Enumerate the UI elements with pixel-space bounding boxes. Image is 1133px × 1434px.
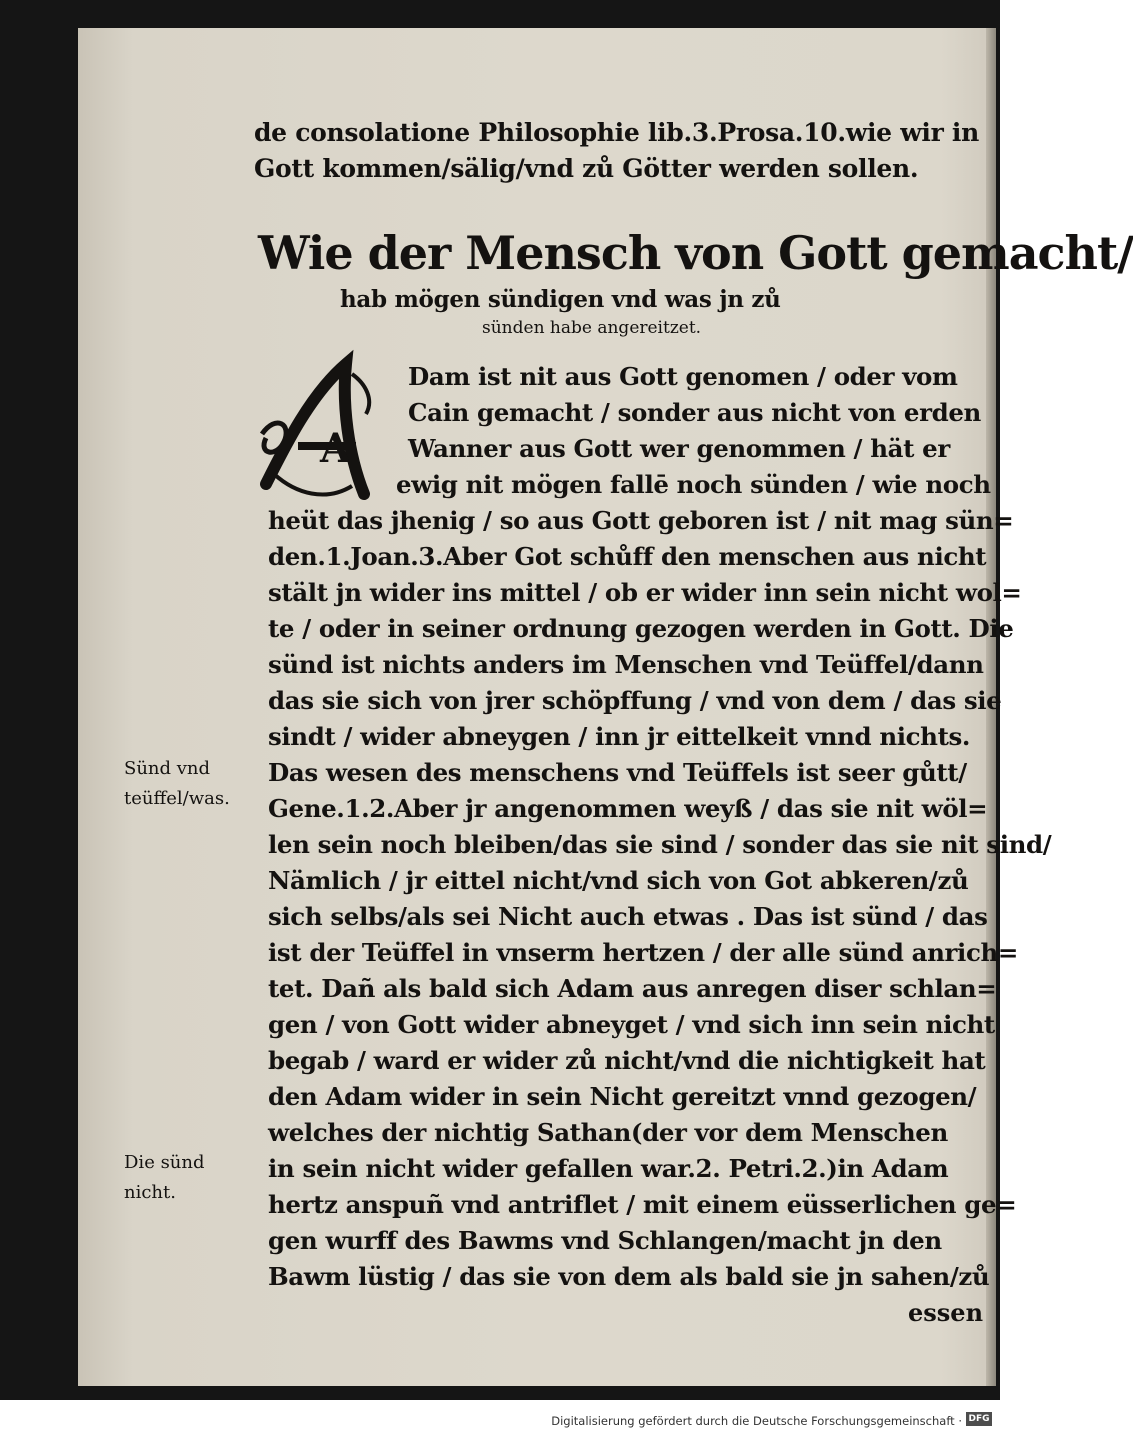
body-line: sünd ist nichts anders im Menschen vnd Teüffel/dann [268, 650, 984, 679]
marginal-note [124, 754, 230, 814]
marginal-note-line: nicht. [124, 1182, 176, 1203]
body-line: das sie sich von jrer schöpffung / vnd von dem / das sie [268, 686, 1002, 715]
intro-line: de consolatione Philosophie lib.3.Prosa.10.wie wir in [254, 118, 979, 147]
body-line: te / oder in seiner ordnung gezogen werden in Gott. Die [268, 614, 1014, 643]
body-line: Cain gemacht / sonder aus nicht von erden [408, 398, 981, 427]
intro-line: Gott kommen/sälig/vnd zů Götter werden sollen. [254, 154, 919, 183]
footer-credit: Digitalisierung gefördert durch die Deutsche Forschungsgemeinschaft · [551, 1414, 962, 1428]
body-line: sich selbs/als sei Nicht auch etwas . Das ist sünd / das [268, 902, 988, 931]
marginal-note-line: Die sünd [124, 1152, 205, 1173]
body-line: gen / von Gott wider abneyget / vnd sich inn sein nicht [268, 1010, 995, 1039]
body-line: gen wurff des Bawms vnd Schlangen/macht jn den [268, 1226, 942, 1255]
body-line: Das wesen des menschens vnd Teüffels ist seer gůtt/ [268, 758, 967, 787]
body-line: hertz anspuñ vnd antriflet / mit einem eüsserlichen ge= [268, 1190, 1017, 1219]
body-line: den Adam wider in sein Nicht gereitzt vnnd gezogen/ [268, 1082, 977, 1111]
body-line: len sein noch bleiben/das sie sind / sonder das sie nit sind/ [268, 830, 1052, 859]
body-line: in sein nicht wider gefallen war.2. Petri.2.)in Adam [268, 1154, 949, 1183]
decorated-initial [256, 354, 392, 504]
marginal-note-line: teüffel/was. [124, 788, 230, 809]
body-line: Nämlich / jr eittel nicht/vnd sich von Got abkeren/zů [268, 866, 969, 895]
book-page [78, 28, 1133, 1386]
dfg-logo: DFG [966, 1412, 992, 1426]
body-line: heüt das jhenig / so aus Gott geboren ist / nit mag sün= [268, 506, 1014, 535]
body-line: Gene.1.2.Aber jr angenommen weyß / das sie nit wöl= [268, 794, 988, 823]
marginal-note [124, 1148, 205, 1208]
body-line: tet. Dañ als bald sich Adam aus anregen diser schlan= [268, 974, 997, 1003]
body-line: sindt / wider abneygen / inn jr eittelkeit vnnd nichts. [268, 722, 971, 751]
body-line: Bawm lüstig / das sie von dem als bald sie jn sahen/zů [268, 1262, 990, 1291]
body-line: Wanner aus Gott wer genommen / hät er [408, 434, 950, 463]
chapter-heading-line3: sünden habe angereitzet. [482, 318, 702, 338]
body-line: ist der Teüffel in vnserm hertzen / der alle sünd anrich= [268, 938, 1019, 967]
chapter-heading-line2: hab mögen sündigen vnd was jn zů [340, 286, 781, 313]
body-line: ewig nit mögen fallē noch sünden / wie noch [396, 470, 991, 499]
initial-letter: A [320, 425, 352, 472]
body-line: Dam ist nit aus Gott genomen / oder vom [408, 362, 958, 391]
footer [0, 1400, 1000, 1434]
body-line: stält jn wider ins mittel / ob er wider inn sein nicht wol= [268, 578, 1022, 607]
catchword: essen [908, 1298, 984, 1327]
body-line: welches der nichtig Sathan(der vor dem Menschen [268, 1118, 948, 1147]
marginal-note-line: Sünd vnd [124, 758, 211, 779]
body-line: begab / ward er wider zů nicht/vnd die nichtigkeit hat [268, 1046, 986, 1075]
chapter-heading: Wie der Mensch von Gott gemacht/ [258, 226, 1133, 280]
body-line: den.1.Joan.3.Aber Got schůff den menschen aus nicht [268, 542, 987, 571]
